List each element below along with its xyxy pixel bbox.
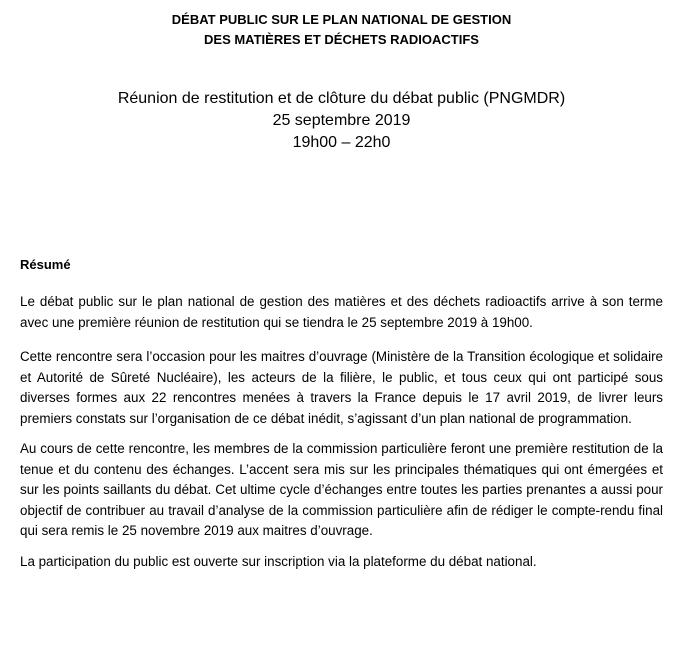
summary-body	[20, 292, 663, 586]
summary-paragraph-1: Le débat public sur le plan national de gestion des matières et des déchets radioactifs arrive à son terme avec une première réunion de restitution qui se tiendra le 25 septembre 2019 à 19h00.	[20, 294, 663, 330]
summary-paragraph-4: La participation du public est ouverte sur inscription via la plateforme du débat national.	[20, 553, 537, 569]
meeting-date: 25 septembre 2019	[272, 112, 411, 129]
summary-paragraph-2: Cette rencontre sera l’occasion pour les maitres d’ouvrage (Ministère de la Transition écologique et solidaire et Autorité de Sûreté Nucléaire), les acteurs de la filière, le public, et tous ceux qui ont participé sous diverses formes aux 22 rencontres menées à travers la France depuis le 17 avril 2019, de livrer leurs premiers constats sur l’organisation de ce débat inédit, s’agissant d’un plan national de programmation.	[20, 349, 663, 426]
header-line-1: DÉBAT PUBLIC SUR LE PLAN NATIONAL DE GESTION	[171, 12, 512, 27]
meeting-info	[0, 88, 683, 154]
header-line-2: DES MATIÈRES ET DÉCHETS RADIOACTIFS	[204, 32, 479, 47]
meeting-time: 19h00 – 22h0	[292, 134, 391, 151]
meeting-title: Réunion de restitution et de clôture du débat public (PNGMDR)	[117, 90, 566, 107]
document-header	[0, 10, 683, 50]
summary-paragraph-3: Au cours de cette rencontre, les membres de la commission particulière feront une première restitution de la tenue et du contenu des échanges. L’accent sera mis sur les principales thématiques qui ont émergées et sur les points saillants du débat. Cet ultime cycle d’échanges entre toutes les parties prenantes a aussi pour objectif de contribuer au travail d’analyse de la commission particulière afin de rédiger le compte-rendu final qui sera remis le 25 novembre 2019 aux maitres d’ouvrage.	[20, 441, 663, 538]
summary-heading: Résumé	[20, 257, 71, 272]
